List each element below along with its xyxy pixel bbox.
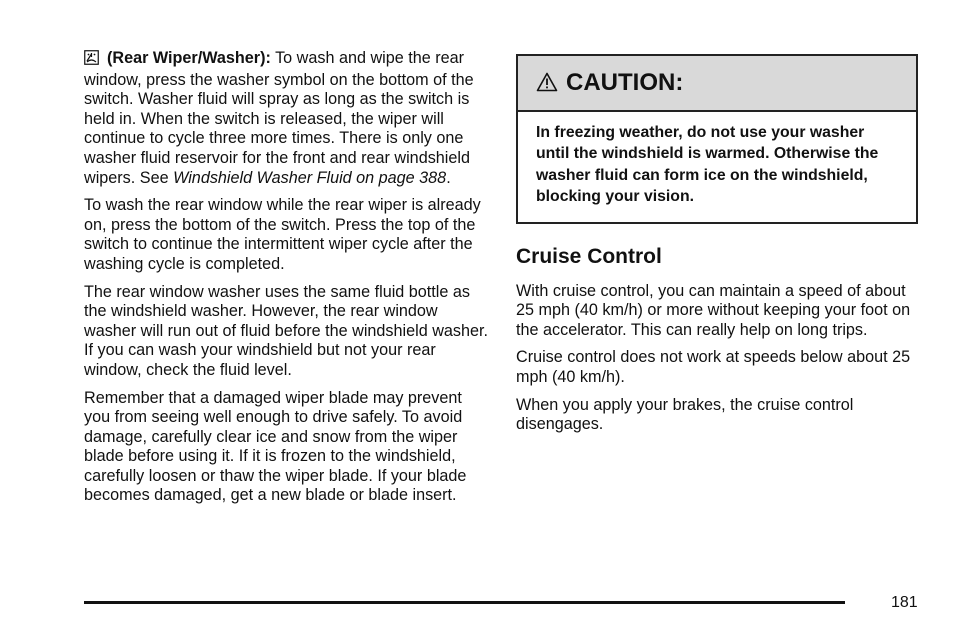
footer-rule xyxy=(84,601,845,604)
warning-triangle-icon xyxy=(536,72,558,95)
rear-wiper-washer-icon xyxy=(84,50,99,71)
rear-wiper-text-end: . xyxy=(446,168,451,187)
caution-text: In freezing weather, do not use your washer until the windshield is warmed. Otherwise the washer fluid can form ice on the windshield, blocking your vision. xyxy=(536,124,879,206)
right-column xyxy=(516,54,918,443)
left-column xyxy=(84,49,490,514)
caution-header xyxy=(518,56,916,112)
caution-title: CAUTION: xyxy=(566,69,684,97)
rear-wiper-text: To wash and wipe the rear window, press the washer symbol on the bottom of the switch. Washer fluid will spray as long as the switch is held in. When the switch is released, the wiper will continue to cycle three more times. There is only one washer fluid reservoir for the front and rear windshield wipers. See xyxy=(84,49,474,187)
cruise-control-paragraph-1: With cruise control, you can maintain a speed of about 25 mph (40 km/h) or more without keeping your foot on the accelerator. This can really help on long trips. xyxy=(516,281,911,339)
cruise-control-paragraph-3: When you apply your brakes, the cruise control disengages. xyxy=(516,395,854,434)
rear-wiper-heading: (Rear Wiper/Washer): xyxy=(107,49,271,67)
rear-wiper-paragraph xyxy=(84,49,490,188)
rear-washer-fluid-paragraph: The rear window washer uses the same fluid bottle as the windshield washer. However, the rear window washer will run out of fluid before the windshield washer. If you can wash your windshield but not your rear window, check the fluid level. xyxy=(84,282,489,379)
rear-wash-paragraph: To wash the rear window while the rear wiper is already on, press the bottom of the switch. Press the top of the switch to continue the intermittent wiper cycle after the washing cycle is completed. xyxy=(84,196,481,273)
cruise-control-heading: Cruise Control xyxy=(516,244,662,268)
cruise-control-paragraph-2: Cruise control does not work at speeds below about 25 mph (40 km/h). xyxy=(516,348,911,386)
wiper-blade-paragraph: Remember that a damaged wiper blade may prevent you from seeing well enough to drive safely. To avoid damage, carefully clear ice and snow from the wiper blade before using it. If it is frozen to the windshield, carefully loosen or thaw the wiper blade. If your blade becomes damaged, get a new blade or blade insert. xyxy=(84,388,467,505)
page-number: 181 xyxy=(891,594,918,611)
caution-box xyxy=(516,54,918,224)
washer-fluid-reference: Windshield Washer Fluid on page 388 xyxy=(173,168,447,187)
